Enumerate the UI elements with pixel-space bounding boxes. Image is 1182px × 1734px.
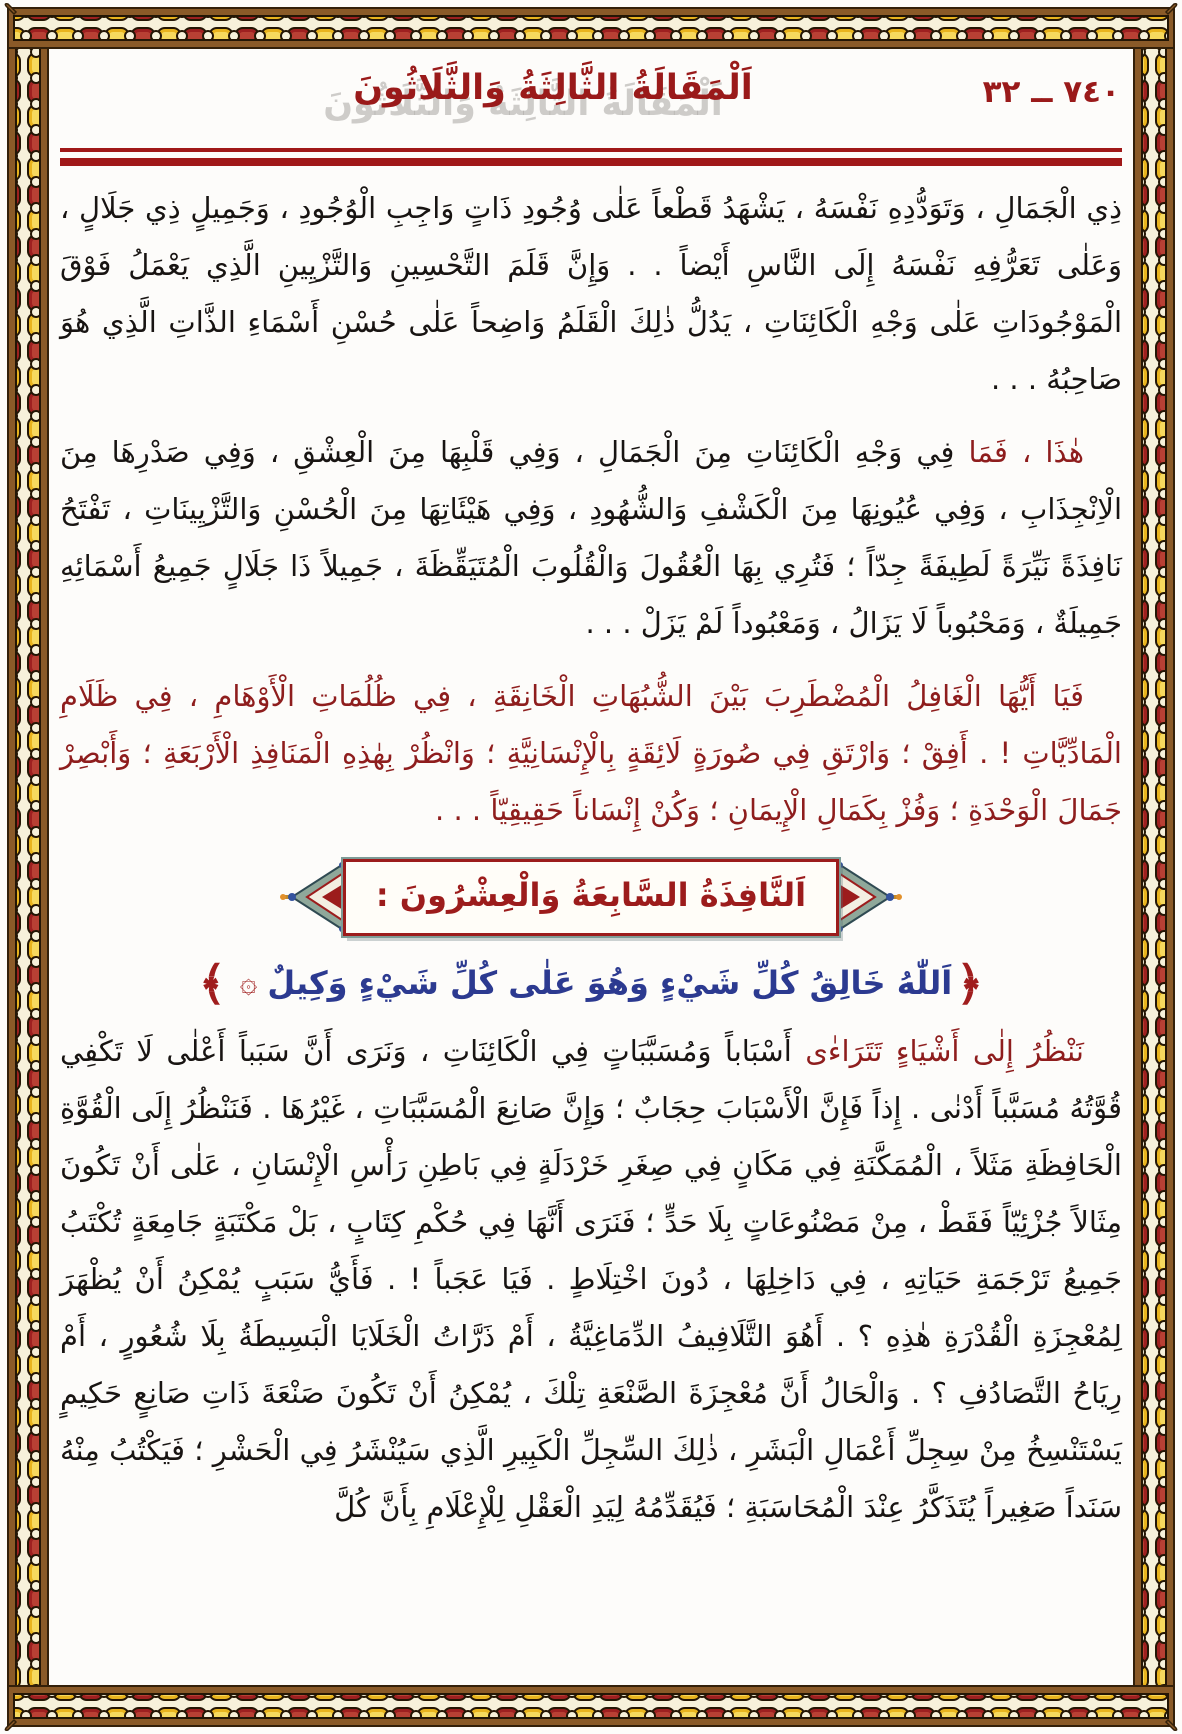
paragraph-2-lead: هٰذَا ، فَمَا	[968, 435, 1084, 469]
rub-el-hizb-ornament-icon: ۞	[239, 965, 258, 1000]
paragraph-1: ذِي الْجَمَالِ ، وَتَوَدُّدِهِ نَفْسَهُ ، يَشْهَدُ قَطْعاً عَلٰى وُجُودِ ذَاتٍ وَاجِبِ الْوُجُودِ ، وَجَمِيلٍ ذِي جَلَالٍ ، وَعَلٰى تَعَرُّفِهِ نَفْسَهُ إِلَى النَّاسِ أَيْضاً . . وَإِنَّ قَلَمَ التَّحْسِينِ وَالتَّزْيِينِ الَّذِي يَعْمَلُ فَوْقَ الْمَوْجُودَاتِ عَلٰى وَجْهِ الْكَائِنَاتِ ، يَدُلُّ ذٰلِكَ الْقَلَمُ وَاضِحاً عَلٰى حُسْنِ أَسْمَاءِ الذَّاتِ الَّذِي هُوَ صَاحِبُهُ . . .	[60, 191, 1122, 396]
double-rule	[60, 148, 1122, 166]
window-heading-text: اَلنَّافِذَةُ السَّابِعَةُ وَالْعِشْرُونَ :	[375, 875, 807, 914]
double-rule-top-line	[60, 148, 1122, 152]
quran-verse	[60, 949, 1122, 1015]
body-text	[60, 180, 1122, 1536]
paragraph-4-rest: أَسْبَاباً وَمُسَبَّبَاتٍ فِي الْكَائِنَاتِ ، وَنَرَى أَنَّ سَبَباً أَعْلٰى لَا تَكْفِي قُوَّتُهُ مُسَبَّباً أَدْنٰى . إِذاً فَإِنَّ الْأَسْبَابَ حِجَابٌ ؛ وَإِنَّ صَانِعَ الْمُسَبَّبَاتِ ، غَيْرُهَا . فَنَنْظُرُ إِلَى الْقُوَّةِ الْحَافِظَةِ مَثَلاً ، الْمُمَكَّنَةِ فِي مَكَانٍ فِي صِغَرِ خَرْدَلَةٍ فِي بَاطِنِ رَأْسِ الْإِنْسَانِ ، عَلٰى أَنْ تَكُونَ مِثَالاً جُزْئِيّاً فَقَطْ ، مِنْ مَصْنُوعَاتٍ بِلَا حَدٍّ ؛ فَنَرَى أَنَّهَا فِي حُكْمِ كِتَابٍ ، بَلْ مَكْتَبَةٍ جَامِعَةٍ تُكْتَبُ جَمِيعُ تَرْجَمَةِ حَيَاتِهِ ، فِي دَاخِلِهَا ، دُونَ اخْتِلَاطٍ . فَيَا عَجَباً ! . فَأَيُّ سَبَبٍ يُمْكِنُ أَنْ يُظْهَرَ لِمُعْجِزَةِ الْقُدْرَةِ هٰذِهِ ؟ . أَهُوَ التَّلَافِيفُ الدِّمَاغِيَّةُ ، أَمْ ذَرَّاتُ الْخَلَايَا الْبَسِيطَةُ بِلَا شُعُورٍ ، أَمْ رِيَاحُ التَّصَادُفِ ؟ . وَالْحَالُ أَنَّ مُعْجِزَةَ الصَّنْعَةِ تِلْكَ ، يُمْكِنُ أَنْ تَكُونَ صَنْعَةَ ذَاتِ صَانِعٍ حَكِيمٍ يَسْتَنْسِخُ مِنْ سِجِلِّ أَعْمَالِ الْبَشَرِ ، ذٰلِكَ السِّجِلِّ الْكَبِيرِ الَّذِي سَيُنْشَرُ فِي الْحَشْرِ ؛ فَيَكْتُبُ مِنْهُ سَنَداً صَغِيراً يُتَذَكَّرُ عِنْدَ الْمُحَاسَبَةِ ؛ فَيُقَدِّمُهُ لِيَدِ الْعَقْلِ لِلْإِعْلَامِ بِأَنَّ كُلَّ	[60, 1034, 1122, 1524]
paragraph-2	[60, 424, 1122, 652]
window-heading-box	[343, 859, 839, 936]
ornate-bracket-open-icon: ﴿	[956, 956, 984, 1010]
paragraph-3: فَيَا أَيُّهَا الْغَافِلُ الْمُضْطَرِبَ بَيْنَ الشُّبُهَاتِ الْخَانِقَةِ ، فِي ظُلُمَاتِ الْأَوْهَامِ ، فِي ظَلَامِ الْمَادِّيَّاتِ ! . أَفِقْ ؛ وَارْتَقِ فِي صُورَةٍ لَائِقَةٍ بِالْإِنْسَانِيَّةِ ؛ وَانْظُرْ بِهٰذِهِ الْمَنَافِذِ الْأَرْبَعَةِ ؛ وَأَبْصِرْ جَمَالَ الْوَحْدَةِ ؛ وَفُزْ بِكَمَالِ الْإِيمَانِ ؛ وَكُنْ إِنْسَاناً حَقِيقِيّاً . . .	[60, 679, 1122, 827]
ornate-bracket-close-icon: ﴾	[198, 956, 226, 1010]
page-title: اَلْمَقَالَةُ الثَّالِثَةُ وَالثَّلَاثُونَ	[353, 68, 753, 108]
paragraph-2-rest: فِي وَجْهِ الْكَائِنَاتِ مِنَ الْجَمَالِ ، وَفِي قَلْبِهَا مِنَ الْعِشْقِ ، وَفِي صَدْرِهَا مِنَ الْاِنْجِذَابِ ، وَفِي عُيُونِهَا مِنَ الْكَشْفِ وَالشُّهُودِ ، وَفِي هَيْئَاتِهَا مِنَ الْحُسْنِ وَالتَّزْيِينَاتِ ، تَفْتَحُ نَافِذَةً نَيِّرَةً لَطِيفَةً جِدّاً ؛ فَتُرِي بِهَا الْعُقُولَ وَالْقُلُوبَ الْمُتَيَقِّظَةَ ، جَمِيلاً ذَا جَلَالٍ جَمِيعُ أَسْمَائِهِ جَمِيلَةٌ ، وَمَحْبُوباً لَا يَزَالُ ، وَمَعْبُوداً لَمْ يَزَلْ . . .	[60, 435, 1122, 640]
double-rule-bottom-line	[60, 158, 1122, 166]
page-header	[60, 54, 1122, 146]
arabesque-finial-right-icon	[832, 857, 902, 937]
paragraph-4	[60, 1023, 1122, 1536]
page-content	[60, 54, 1122, 1678]
page-number: ٧٤٠ ــ ٣٢	[982, 74, 1120, 110]
paragraph-4-lead: نَنْظُرُ إِلٰى أَشْيَاءٍ تَتَرَاءٰى	[805, 1034, 1085, 1068]
arabesque-finial-left-icon	[280, 857, 350, 937]
verse-text: اَللّٰهُ خَالِقُ كُلِّ شَيْءٍ وَهُوَ عَلٰى كُلِّ شَيْءٍ وَكِيلٌ	[267, 964, 953, 1002]
window-heading-row	[60, 855, 1122, 939]
